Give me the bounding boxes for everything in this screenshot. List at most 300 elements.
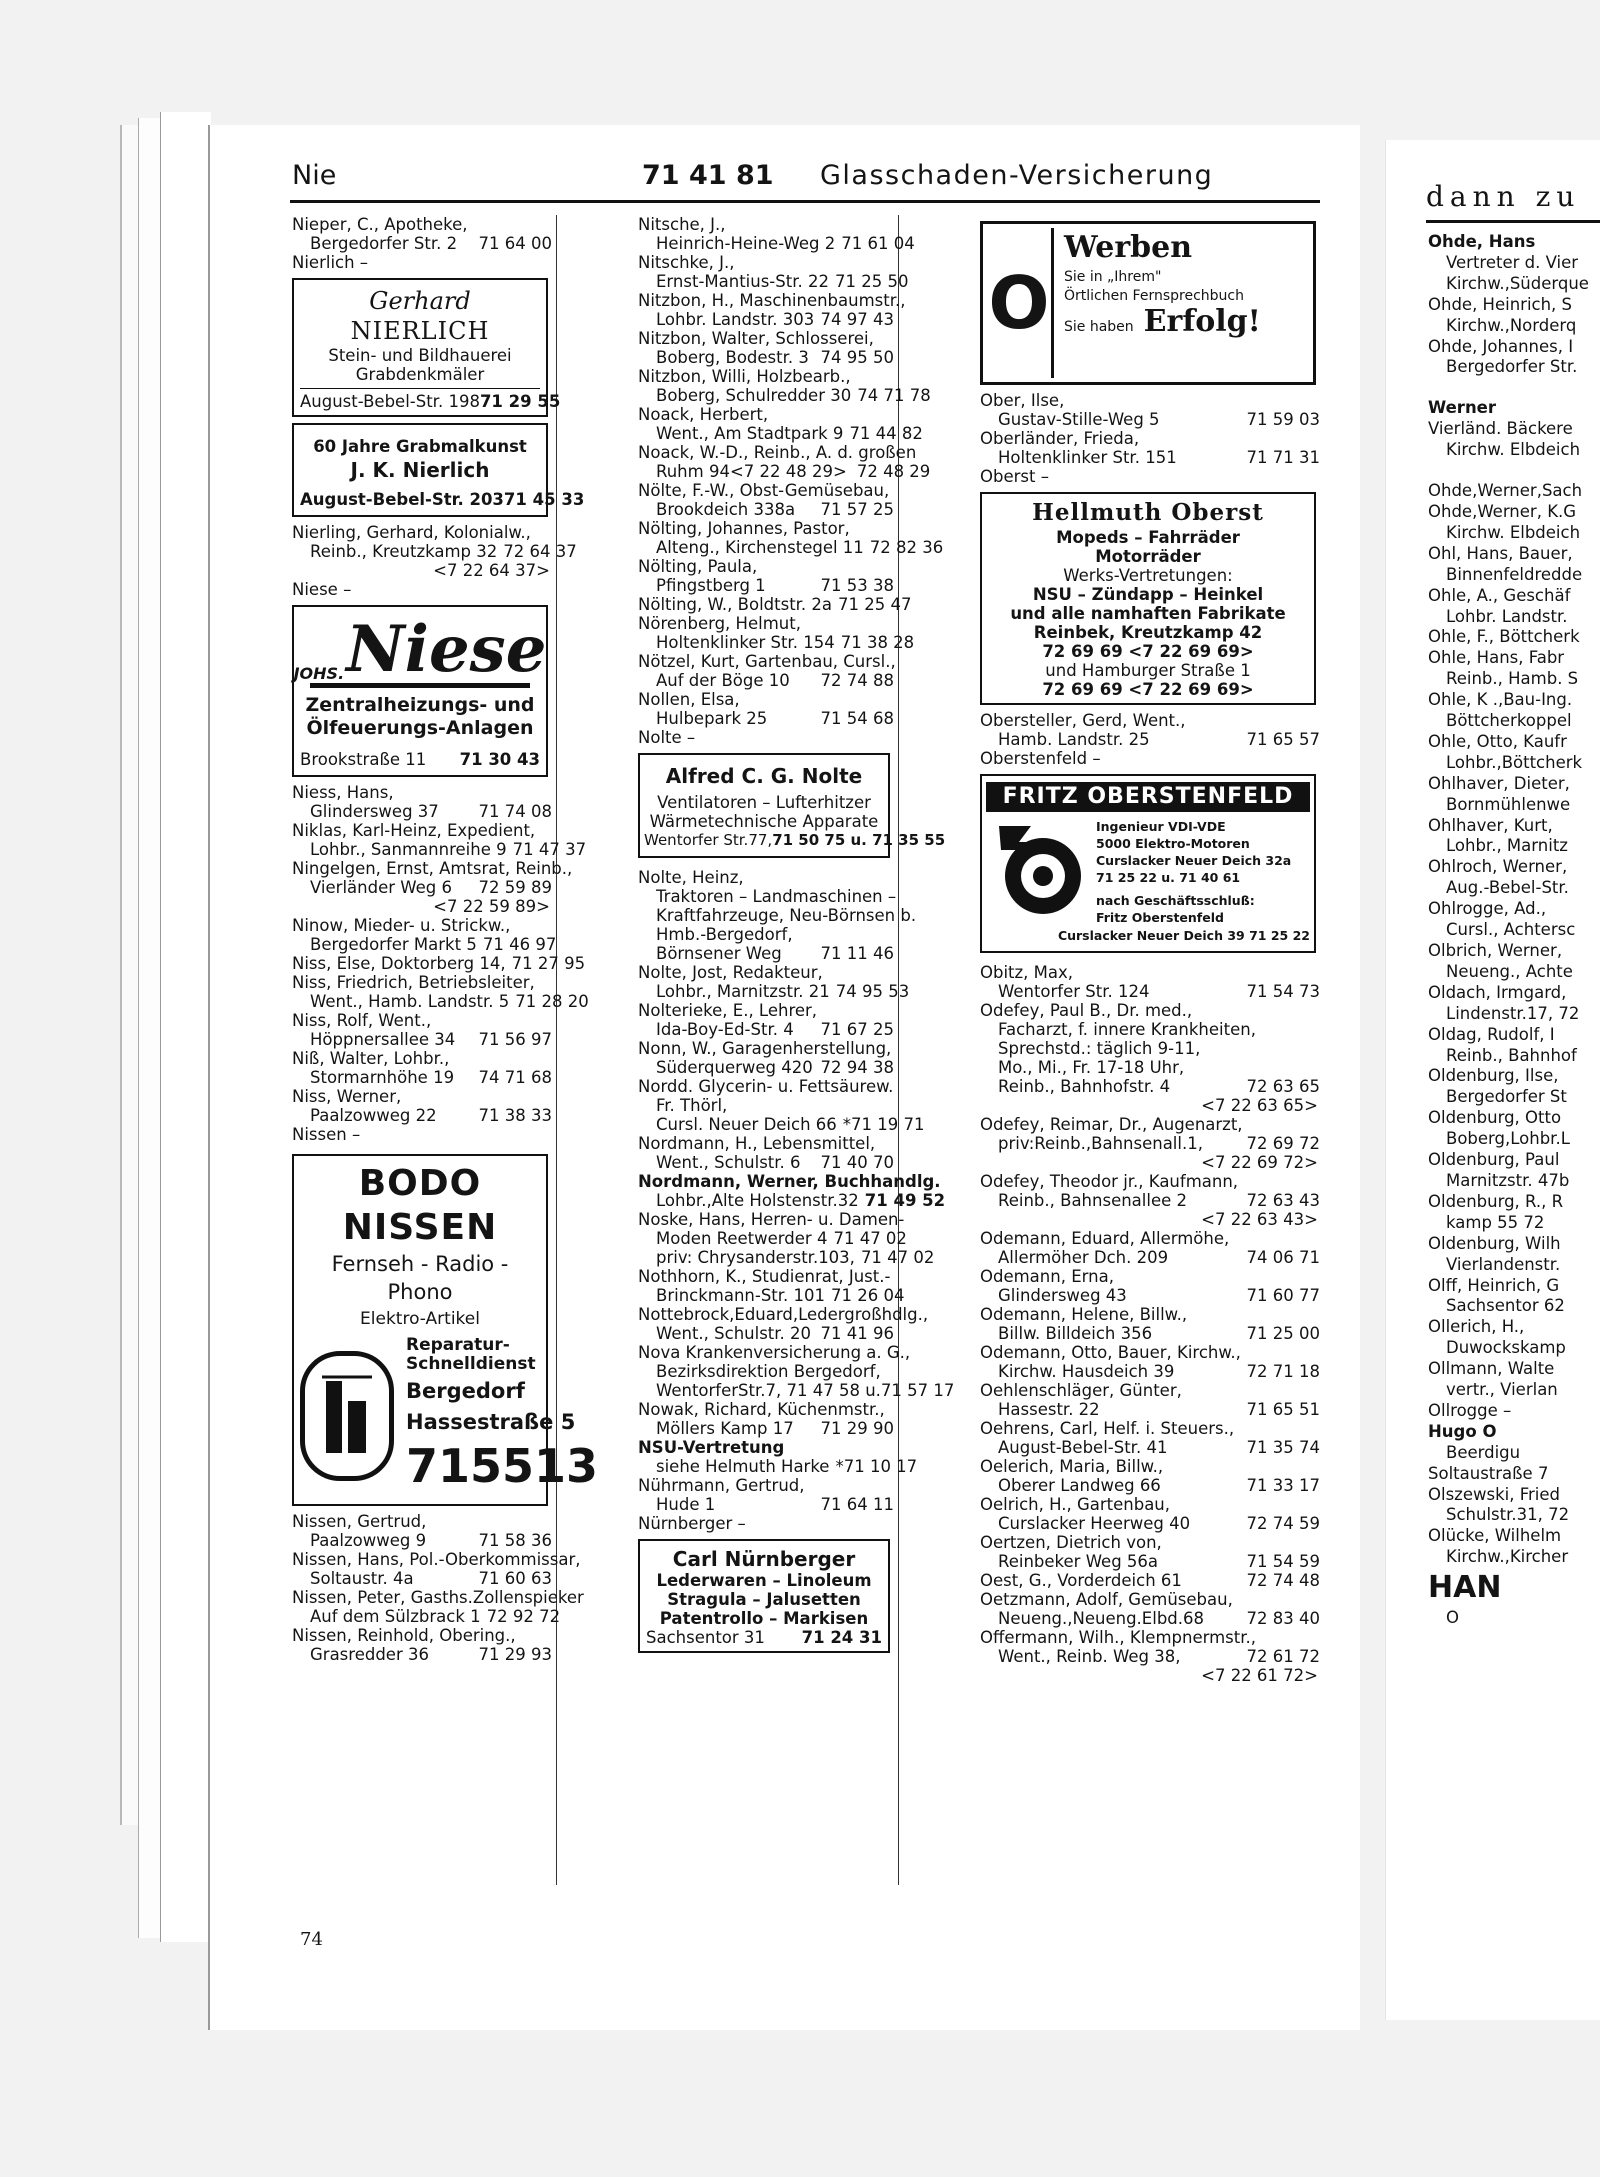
directory-entry	[638, 405, 923, 443]
next-page-line: Ollmann, Walte	[1428, 1359, 1555, 1379]
entry-line	[638, 1191, 946, 1210]
entry-text: Lohbr.,Alte Holstenstr.32	[656, 1191, 859, 1210]
entry-line	[980, 1305, 1320, 1324]
entry-phone: 71 64 00	[478, 234, 552, 253]
ad-fritz-line3: Curslacker Neuer Deich 32a	[1096, 853, 1292, 868]
entry-phone: 71 25 47	[838, 595, 912, 614]
entry-phone: 71 29 93	[478, 1645, 552, 1664]
entry-text: Lohbr. Landstr. 303	[656, 310, 815, 329]
ad-hellmuth-oberst	[980, 492, 1316, 705]
entry-line	[292, 580, 552, 599]
directory-entry	[638, 1305, 929, 1343]
entry-line	[980, 1191, 1320, 1210]
next-page-line: Oldenburg, Ilse,	[1428, 1066, 1559, 1086]
entry-line	[292, 234, 552, 253]
directory-entry	[980, 467, 1320, 486]
entry-line	[638, 1172, 941, 1191]
entry-text: Glindersweg 37	[310, 802, 439, 821]
ad-werben	[980, 221, 1316, 385]
entry-line	[638, 728, 894, 747]
directory-entry	[638, 1514, 894, 1533]
directory-entry	[980, 391, 1320, 429]
directory-entry	[980, 963, 1320, 1001]
entry-line	[638, 367, 894, 386]
entry-line	[638, 500, 894, 519]
entry-text: Nothhorn, K., Studienrat, Just.-	[638, 1267, 891, 1286]
entry-text: Alteng., Kirchenstegel 11	[656, 538, 864, 557]
entry-text: Mo., Mi., Fr. 17-18 Uhr,	[998, 1058, 1185, 1077]
entry-text: Oest, G., Vorderdeich 61	[980, 1571, 1182, 1590]
next-page-line: Bornmühlenwe	[1446, 794, 1571, 814]
entry-line	[292, 992, 589, 1011]
entry-text: Süderquerweg 420	[656, 1058, 813, 1077]
entry-line	[292, 1645, 552, 1664]
entry-text: Offermann, Wilh., Klempnermstr.,	[980, 1628, 1257, 1647]
entry-text: Niklas, Karl-Heinz, Expedient,	[292, 821, 536, 840]
entry-text: Hassestr. 22	[998, 1400, 1100, 1419]
entry-text: Nitzbon, H., Maschinenbaumstr.,	[638, 291, 906, 310]
col2-entries	[638, 868, 955, 1533]
directory-entry	[980, 1590, 1320, 1628]
ad-carl-nuernberger	[638, 1539, 890, 1653]
entry-text: Oertzen, Dietrich von,	[980, 1533, 1162, 1552]
header-rule	[290, 200, 1320, 203]
entry-line	[638, 234, 915, 253]
next-page-line	[1428, 461, 1589, 481]
entry-line	[980, 1647, 1320, 1666]
entry-phone: 71 59 03	[1246, 410, 1320, 429]
ad-oberst-name: Hellmuth Oberst	[1032, 499, 1264, 526]
entry-phone: 72 94 38	[820, 1058, 894, 1077]
entry-phone: 71 67 25	[820, 1020, 894, 1039]
entry-phone: 71 65 57	[1246, 730, 1320, 749]
entry-phone-alt: <7 22 48 29>	[729, 462, 847, 481]
next-page-line: Ohlroch, Werner,	[1428, 857, 1568, 877]
entry-line	[980, 1020, 1320, 1039]
next-page-line: Werner	[1428, 398, 1497, 418]
entry-line	[638, 576, 894, 595]
entry-phone: 72 74 48	[1246, 1571, 1320, 1590]
ad-nolte-line2: Wärmetechnische Apparate	[649, 812, 879, 831]
directory-entry	[292, 580, 552, 599]
next-page-rule	[1426, 220, 1600, 223]
next-page-line	[1428, 378, 1589, 398]
ad-oberst-line9: 72 69 69 <7 22 69 69>	[1042, 680, 1254, 699]
entry-text: Neueng.,Neueng.Elbd.68	[998, 1609, 1205, 1628]
entry-line	[638, 557, 894, 576]
entry-text: Nowak, Richard, Küchenmstr.,	[638, 1400, 885, 1419]
entry-line	[638, 633, 915, 652]
entry-text: Facharzt, f. innere Krankheiten,	[998, 1020, 1256, 1039]
entry-line	[980, 1590, 1320, 1609]
directory-entry	[292, 1550, 581, 1588]
ad-fritz-logo	[986, 820, 1096, 924]
entry-text: Reinb., Bahnhofstr. 4	[998, 1077, 1171, 1096]
directory-entry	[638, 652, 894, 690]
entry-text: Nitschke, J.,	[638, 253, 735, 272]
directory-entry	[292, 215, 552, 253]
entry-text: Nitzbon, Willi, Holzbearb.,	[638, 367, 851, 386]
entry-phone: 72 61 72	[1246, 1647, 1320, 1666]
entry-line	[638, 671, 894, 690]
ad-nolte-name: Alfred C. G. Nolte	[665, 764, 863, 788]
ad-oberst-line7: 72 69 69 <7 22 69 69>	[1042, 642, 1254, 661]
entry-line	[980, 1533, 1320, 1552]
bodo-logo-icon	[320, 1371, 374, 1461]
next-page-line: Oldenburg, Paul	[1428, 1150, 1560, 1170]
entry-line	[638, 906, 917, 925]
entry-text: Nolte –	[638, 728, 696, 747]
entry-text: Stormarnhöhe 19	[310, 1068, 455, 1087]
entry-text: Nordd. Glycerin- u. Fettsäurew.	[638, 1077, 894, 1096]
entry-line	[292, 783, 552, 802]
directory-entry	[638, 557, 894, 595]
entry-text: Brookdeich 338a	[656, 500, 796, 519]
ad-bodo-line3: Reparatur-	[406, 1335, 510, 1355]
entry-line	[980, 1077, 1320, 1096]
entry-line	[292, 1588, 584, 1607]
entry-line	[292, 878, 552, 897]
entry-text: Börnsener Weg	[656, 944, 782, 963]
next-page-line: Ohlrogge, Ad.,	[1428, 899, 1547, 919]
directory-entry	[980, 1628, 1320, 1685]
ad-fritz-oberstenfeld	[980, 774, 1316, 953]
entry-text: Nührmann, Gertrud,	[638, 1476, 805, 1495]
entry-text: Noack, W.-D., Reinb., A. d. großen	[638, 443, 917, 462]
next-page-line: Oldag, Rudolf, I	[1428, 1024, 1555, 1044]
next-page-line: Soltaustraße 7	[1428, 1463, 1549, 1483]
entry-phone: *71 10 17	[835, 1457, 918, 1476]
entry-text: Odefey, Theodor jr., Kaufmann,	[980, 1172, 1239, 1191]
next-page-line: Ollerich, H.,	[1428, 1317, 1525, 1337]
ad-nierlich-phone: 71 29 55	[479, 392, 561, 411]
entry-text: Nissen, Reinhold, Obering.,	[292, 1626, 516, 1645]
entry-text: Pfingstberg 1	[656, 576, 766, 595]
ad-johs-niese	[292, 605, 548, 777]
ad-oberst-line1: Mopeds – Fahrräder	[1056, 528, 1240, 547]
entry-text: priv: Chrysanderstr.103,	[656, 1248, 855, 1267]
next-page-line: Böttcherkoppel	[1446, 711, 1572, 731]
ad-bodo-street: Hassestraße 5	[406, 1410, 576, 1434]
entry-text: Odemann, Otto, Bauer, Kirchw.,	[980, 1343, 1241, 1362]
entry-line	[980, 1172, 1320, 1191]
directory-entry	[980, 1305, 1320, 1343]
entry-line	[980, 1248, 1320, 1267]
directory-entry	[638, 1001, 894, 1039]
next-page-line: vertr., Vierlan	[1446, 1380, 1558, 1400]
next-page-line: Ohle, K .,Bau-Ing.	[1428, 690, 1573, 710]
entry-text: Holtenklinker Str. 151	[998, 448, 1177, 467]
next-page-line: Ollrogge –	[1428, 1400, 1512, 1420]
entry-line	[638, 1229, 907, 1248]
next-page-line: Aug.-Bebel-Str.	[1446, 878, 1569, 898]
entry-line	[638, 1343, 911, 1362]
entry-phone-alt: <7 22 64 37>	[433, 561, 550, 580]
entry-text: Holtenklinker Str. 154	[656, 633, 835, 652]
entry-text: Hmb.-Bergedorf,	[656, 925, 793, 944]
ad-bodo-logo	[300, 1351, 394, 1481]
ad-bodo-phone: 715513	[406, 1439, 599, 1493]
entry-text: Bergedorfer Markt 5	[310, 935, 477, 954]
entry-line	[638, 291, 906, 310]
ad-bodo-city: Bergedorf	[406, 1379, 525, 1403]
entry-line	[292, 954, 586, 973]
directory-entry	[980, 1381, 1320, 1419]
entry-line	[980, 429, 1320, 448]
entry-text: Went., Am Stadtpark 9	[656, 424, 844, 443]
entry-text: Heinrich-Heine-Weg 2	[656, 234, 836, 253]
next-page-line: Lohbr.,Böttcherk	[1446, 752, 1583, 772]
entry-text: Noske, Hans, Herren- u. Damen-	[638, 1210, 905, 1229]
entry-text: Nordmann, Werner, Buchhandlg.	[638, 1172, 941, 1191]
entry-line	[980, 1001, 1320, 1020]
ad-nolte-addr: Wentorfer Str.77,	[644, 831, 773, 849]
entry-text: Nierling, Gerhard, Kolonialw.,	[292, 523, 531, 542]
entry-phone: 71 54 68	[820, 709, 894, 728]
ad-bodo-line2: Elektro-Artikel	[360, 1309, 480, 1329]
ad-bodo-name: BODO NISSEN	[342, 1163, 498, 1248]
entry-text: Reinb., Kreutzkamp 32	[310, 542, 498, 561]
entry-line	[638, 1457, 918, 1476]
entry-line	[638, 310, 894, 329]
ad-nuernberger-phone: 71 24 31	[801, 1628, 882, 1647]
directory-entry	[638, 1438, 918, 1476]
next-page-line: Neueng., Achte	[1446, 961, 1573, 981]
ad-fritz-line7: Curslacker Neuer Deich 39	[1057, 928, 1245, 943]
entry-line	[980, 711, 1320, 730]
entry-phone: 71 74 08	[478, 802, 552, 821]
next-page-line: Ohle, Otto, Kaufr	[1428, 731, 1567, 751]
entry-line	[980, 1609, 1320, 1628]
directory-entry	[638, 1172, 946, 1210]
entry-line	[292, 1049, 552, 1068]
entry-phone: 72 59 89	[478, 878, 552, 897]
entry-phone: 71 60 77	[1246, 1286, 1320, 1305]
entry-text: Nolte, Heinz,	[638, 868, 744, 887]
entry-line	[638, 1324, 894, 1343]
ad-werben-title: Werben	[1064, 230, 1193, 265]
entry-line	[980, 1115, 1320, 1134]
entry-line	[292, 840, 587, 859]
directory-entry	[638, 614, 915, 652]
next-page-fragment	[1385, 140, 1600, 2020]
directory-entry	[980, 1343, 1320, 1381]
entry-line	[638, 1286, 905, 1305]
entry-line	[638, 925, 894, 944]
ad-werben-line1: Sie in „Ihrem"	[1064, 269, 1162, 285]
entry-text: Glindersweg 43	[998, 1286, 1127, 1305]
ad-fritz-line6: Fritz Oberstenfeld	[1096, 910, 1224, 925]
entry-line	[638, 424, 923, 443]
entry-phone: 71 71 31	[1246, 448, 1320, 467]
entry-text: Ruhm 94	[656, 462, 730, 481]
entry-text: Sprechstd.: täglich 9-11,	[998, 1039, 1201, 1058]
entry-text: Noack, Herbert,	[638, 405, 769, 424]
header-center: 71 41 81	[642, 160, 774, 191]
entry-text: Hamb. Landstr. 25	[998, 730, 1150, 749]
entry-text: Went., Reinb. Weg 38,	[998, 1647, 1181, 1666]
entry-text: Hulbepark 25	[656, 709, 768, 728]
entry-text: Nottebrock,Eduard,Ledergroßhdlg.,	[638, 1305, 929, 1324]
entry-text: WentorferStr.7, 71 47 58 u.71 57 17	[656, 1381, 955, 1400]
entry-phone: 71 53 38	[820, 576, 894, 595]
directory-entry	[292, 783, 552, 821]
entry-text: Lohbr., Sanmannreihe 9	[310, 840, 507, 859]
entry-phone: 71 44 82	[849, 424, 923, 443]
ad-werben-line3: Sie haben	[1064, 319, 1134, 335]
entry-text: Kirchw. Hausdeich 39	[998, 1362, 1175, 1381]
entry-text: Oetzmann, Adolf, Gemüsebau,	[980, 1590, 1233, 1609]
ad-nuernberger-line2: Stragula – Jalusetten	[667, 1590, 861, 1609]
entry-text: Lohbr., Marnitzstr. 21	[656, 982, 830, 1001]
ad-nierlich-name: NIERLICH	[350, 317, 490, 345]
entry-line	[638, 1476, 894, 1495]
entry-line	[980, 391, 1320, 410]
entry-text: Auf dem Sülzbrack 1	[310, 1607, 481, 1626]
entry-text: Nollen, Elsa,	[638, 690, 740, 709]
next-page-line: Kirchw.,Süderque	[1446, 273, 1589, 293]
entry-text: Grasredder 36	[310, 1645, 429, 1664]
entry-text: Nierlich –	[292, 253, 369, 272]
entry-phone: 74 71 68	[478, 1068, 552, 1087]
entry-phone: 72 63 43	[1246, 1191, 1320, 1210]
next-page-line: Olbrich, Werner,	[1428, 941, 1563, 960]
entry-text: Niss, Rolf, Went.,	[292, 1011, 432, 1030]
entry-phone-alt: <7 22 69 72>	[1201, 1153, 1318, 1172]
column-divider-1	[556, 215, 557, 1885]
entry-text: Billw. Billdeich 356	[998, 1324, 1153, 1343]
page-number: 74	[300, 1929, 323, 1950]
entry-line	[980, 1229, 1320, 1248]
entry-text: Nürnberger –	[638, 1514, 746, 1533]
next-page-line: Ohle, F., Böttcherk	[1428, 627, 1580, 647]
entry-line	[638, 982, 910, 1001]
next-page-line: Duwockskamp	[1446, 1338, 1566, 1358]
entry-phone: 71 54 59	[1246, 1552, 1320, 1571]
entry-phone-alt: <7 22 59 89>	[433, 897, 550, 916]
entry-line	[980, 749, 1320, 768]
entry-text: Ober, Ilse,	[980, 391, 1065, 410]
entry-phone: 74 71 78	[857, 386, 931, 405]
directory-entry	[980, 1457, 1320, 1495]
entry-line	[292, 1531, 552, 1550]
entry-text: Reinb., Bahnsenallee 2	[998, 1191, 1188, 1210]
entry-line	[638, 1419, 894, 1438]
ad-nuernberger-line1: Lederwaren – Linoleum	[656, 1571, 872, 1590]
entry-line	[980, 1628, 1320, 1647]
entry-line	[638, 690, 894, 709]
ad-jk-addr: August-Bebel-Str. 203	[300, 490, 504, 509]
phonebook-page	[208, 125, 1360, 2030]
entry-line	[980, 963, 1320, 982]
entry-line	[980, 1286, 1320, 1305]
entry-line	[638, 1077, 894, 1096]
entry-line	[638, 1400, 894, 1419]
entry-text: Bezirksdirektion Bergedorf,	[656, 1362, 881, 1381]
entry-line	[292, 1626, 552, 1645]
entry-phone: 72 64 37	[503, 542, 577, 561]
entry-line	[638, 253, 894, 272]
directory-entry	[980, 1533, 1320, 1571]
next-page-line: Oldenburg, Wilh	[1428, 1233, 1561, 1253]
directory-entry	[638, 1210, 935, 1267]
ad-niese-addr: Brookstraße 11	[300, 750, 427, 769]
entry-line	[638, 1267, 894, 1286]
entry-text: August-Bebel-Str. 41	[998, 1438, 1168, 1457]
entry-phone: 71 65 51	[1246, 1400, 1320, 1419]
directory-entry	[638, 215, 915, 253]
entry-phone: 71 49 52	[864, 1191, 946, 1210]
entry-line	[292, 821, 552, 840]
ad-werben-line2: Örtlichen Fernsprechbuch	[1064, 288, 1244, 304]
next-page-line: Reinb., Bahnhof	[1446, 1045, 1577, 1065]
directory-entry	[638, 253, 909, 291]
ad-niese-line2: Ölfeuerungs-Anlagen	[306, 717, 534, 739]
ad-niese-logo: Niese	[346, 612, 547, 687]
entry-line	[638, 1096, 894, 1115]
next-page-line: Kirchw.,Kircher	[1446, 1547, 1569, 1567]
entry-phone: *71 19 71	[842, 1115, 925, 1134]
ad-werben-word: Erfolg!	[1143, 304, 1261, 339]
directory-entry	[638, 1077, 925, 1134]
entry-phone-alt: <7 22 61 72>	[1201, 1666, 1318, 1685]
col1-mid-entries	[292, 523, 577, 599]
ad-nierlich-addr: August-Bebel-Str. 198	[300, 392, 480, 411]
directory-entry	[638, 367, 931, 405]
ad-oberst-line2: Motorräder	[1095, 547, 1201, 566]
entry-line	[292, 1030, 552, 1049]
entry-text: Nitsche, J.,	[638, 215, 726, 234]
entry-line	[638, 386, 931, 405]
ad-bodo-line1: Fernseh - Radio - Phono	[331, 1252, 509, 1304]
column-2	[638, 215, 955, 1659]
directory-entry	[980, 749, 1320, 768]
header-right: Glasschaden-Versicherung	[820, 160, 1214, 191]
entry-phone: 72 69 72	[1246, 1134, 1320, 1153]
next-page-line: O	[1446, 1608, 1459, 1628]
entry-text: Nitzbon, Walter, Schlosserei,	[638, 329, 874, 348]
ad-gerhard-nierlich	[292, 278, 561, 417]
entry-line	[638, 443, 917, 462]
entry-text: Odemann, Helene, Billw.,	[980, 1305, 1188, 1324]
page-stack-edge-3	[160, 112, 211, 1942]
entry-line	[638, 1210, 905, 1229]
entry-phone: 71 29 90	[820, 1419, 894, 1438]
entry-text: Ninow, Mieder- u. Strickw.,	[292, 916, 511, 935]
directory-entry	[980, 1571, 1320, 1590]
entry-line	[638, 1305, 929, 1324]
entry-text: Odefey, Paul B., Dr. med.,	[980, 1001, 1193, 1020]
entry-phone: 74 06 71	[1246, 1248, 1320, 1267]
entry-phone: 71 47 02	[833, 1229, 907, 1248]
entry-line	[980, 1552, 1320, 1571]
entry-line	[638, 215, 894, 234]
ad-nuernberger-line3: Patentrollo – Markisen	[659, 1609, 869, 1628]
entry-phone: 72 82 36	[869, 538, 944, 557]
directory-entry	[292, 859, 573, 916]
entry-text: Nissen, Peter, Gasths.Zollenspieker	[292, 1588, 584, 1607]
entry-text: Kraftfahrzeuge, Neu-Börnsen b.	[656, 906, 917, 925]
entry-phone: 71 27 95	[511, 954, 586, 973]
entry-line	[638, 272, 909, 291]
directory-entry	[638, 1343, 955, 1400]
ad-jk-phone: 71 45 33	[503, 490, 585, 509]
ad-werben-letter: O	[987, 228, 1054, 378]
directory-entry	[292, 253, 552, 272]
entry-line	[980, 410, 1320, 429]
entry-line	[638, 1039, 894, 1058]
directory-entry	[638, 291, 906, 329]
